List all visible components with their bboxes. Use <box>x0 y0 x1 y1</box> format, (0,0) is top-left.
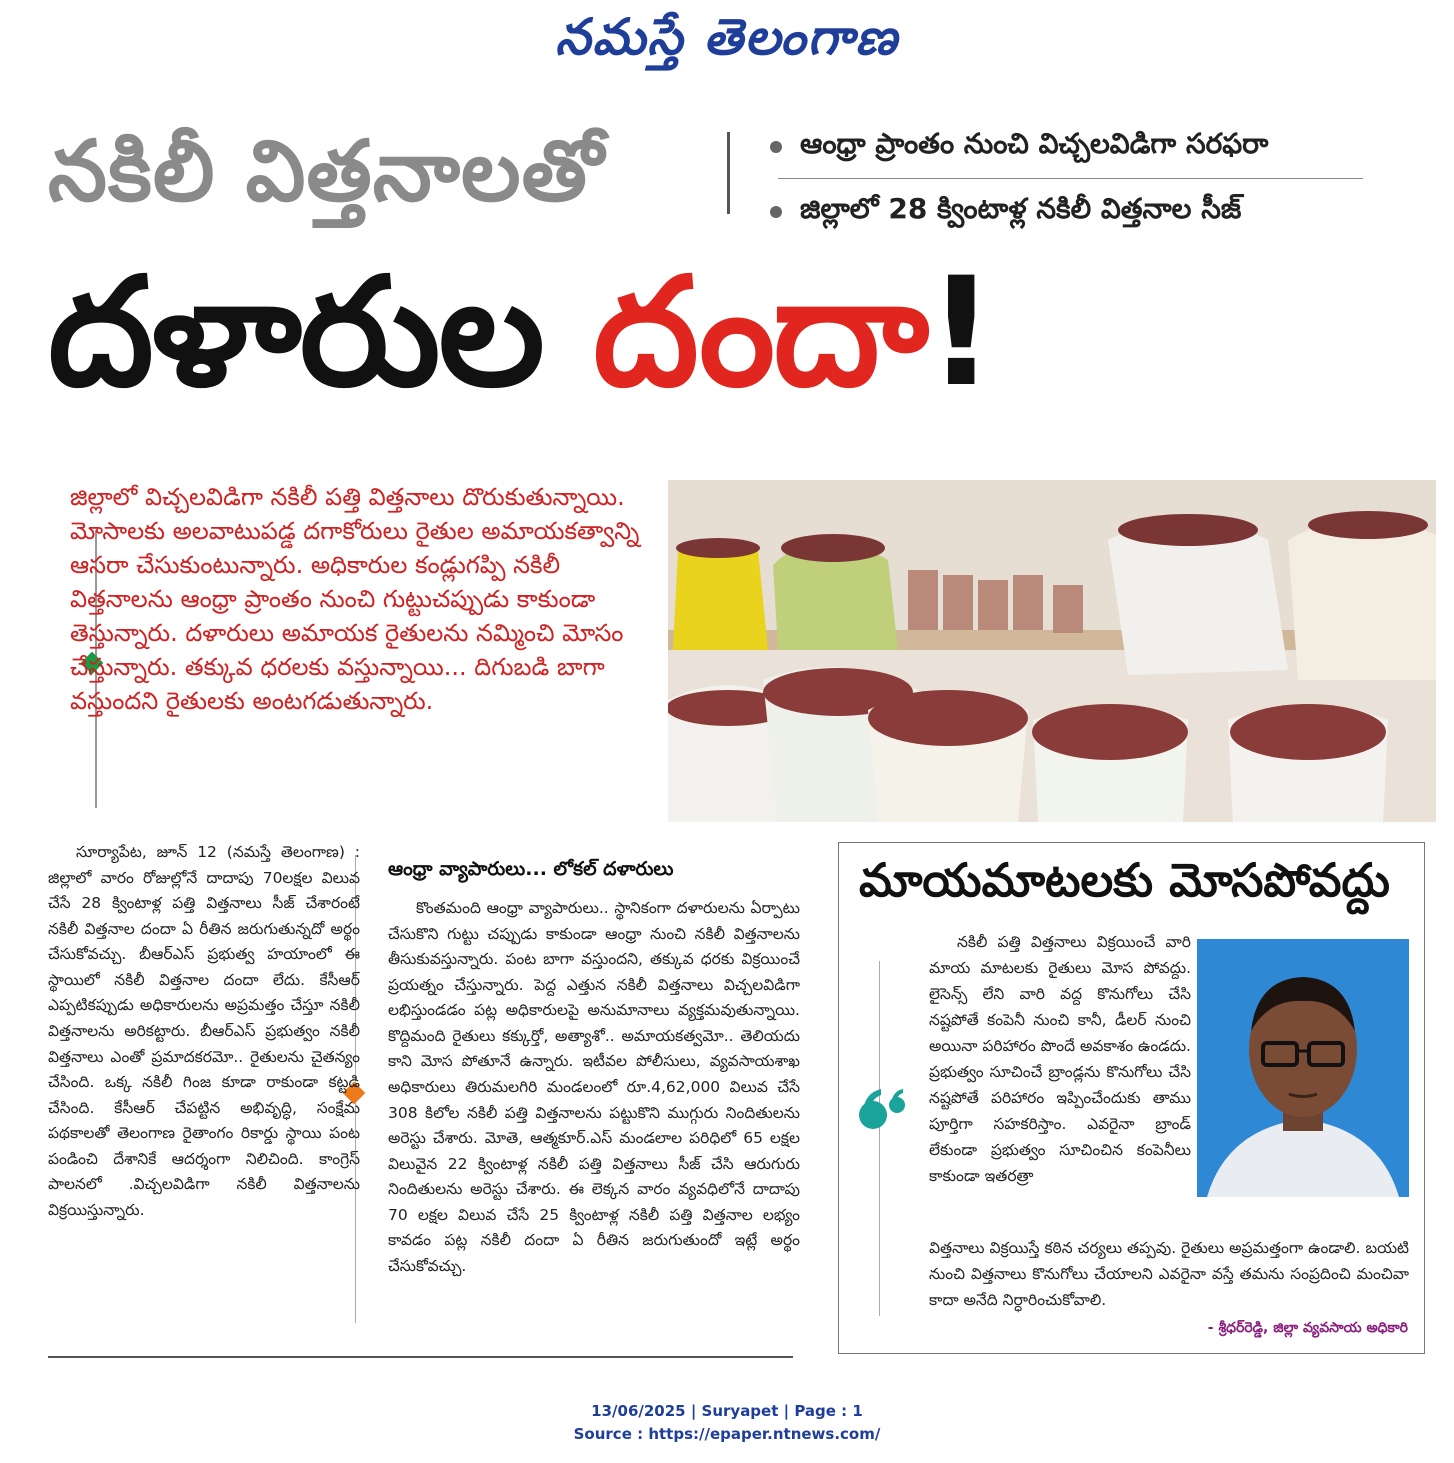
page-footer <box>0 1400 1454 1445</box>
bullet-text: ఆంధ్రా ప్రాంతం నుంచి విచ్చలవిడిగా సరఫరా <box>800 127 1269 160</box>
column2-text: కొంతమంది ఆంధ్రా వ్యాపారులు.. స్థానికంగా దళారులను ఏర్పాటు చేసుకొని గుట్టు చప్పుడు కాకుండా ఆంధ్రా నుంచి నకిలీ విత్తనాలను తీసుకువస్తున్నారు. పంట బాగా వస్తుందని, తక్కువ ధరకు విక్రయించే ప్రయత్నం చేస్తున్నారు. పెద్ద ఎత్తున నకిలీ విత్తనాలు విచ్చలవిడిగా లభిస్తుండడం పట్ల అధికారులపై అనుమానాలు వ్యక్తమవుతున్నాయి. కొద్దిమంది రైతులు కక్కుర్తో, అత్యాశో.. అమాయకత్వమో.. తెలియదు కాని మోస పోతూనే ఉన్నారు. ఇటీవల పోలీసులు, వ్యవసాయశాఖ అధికారులు తిరుమలగిరి మండలంలో రూ.4,62,000 విలువ చేసే 308 కిలోల నకిలీ పత్తి విత్తనాలను పట్టుకొని ముగ్గురు నిందితులను అరెస్టు చేశారు. మోతె, ఆత్మకూర్.ఎస్ మండలాల పరిధిలో 65 లక్షల విలువైన 22 క్వింటాళ్ల నకిలీ పత్తి విత్తనాలు సీజ్ చేసి ఆరుగురు నిందితులను అరెస్టు చేశారు. ఈ లెక్కన వారం వ్యవధిలోనే దాదాపు 70 లక్షల విలువ చేసే 25 క్వింటాళ్ల నకిలీ పత్తి విత్తనాల లభ్యం కావడం పట్ల నకిలీ దందా ఏ రీతిన జరుగుతుందో ఇట్లే అర్థం చేసుకోవచ్చు. <box>388 899 800 1275</box>
column1-text: సూర్యాపేట, జూన్ 12 (నమస్తే తెలంగాణ) : జిల్లాలో వారం రోజుల్లోనే దాదాపు 70లక్షల విలువ చేసే 28 క్వింటాళ్ల పత్తి విత్తనాలు సీజ్ చేశారంటే నకిలీ విత్తనాల దందా ఏ రీతిన జరుగుతున్నదో అర్థం చేసుకోవచ్చు. బీఆర్ఎస్ ప్రభుత్వ హయాంలో ఈ స్థాయిలో నకిలీ విత్తనాల దందా లేదు. కేసీఆర్ ఎప్పటికప్పుడు అధికారులను అప్రమత్తం చేస్తూ నకిలీ విత్తనాలను అరికట్టారు. బీఆర్ఎస్ ప్రభుత్వం నకిలీ విత్తనాలు ఎంతో ప్రమాదకరమో.. రైతులను చైతన్యం చేసింది. ఒక్క నకిలీ గింజ కూడా రాకుండా కట్టడి చేసింది. కేసీఆర్ చేపట్టిన అభివృద్ధి, సంక్షేమ పథకాలతో తెలంగాణ రైతాంగం రికార్డు స్థాయి పంట పండించి దేశానికే ఆదర్శంగా నిలిచింది. కాంగ్రెస్ పాలనలో .విచ్చలవిడిగా నకిలీ విత్తనాలను విక్రయిస్తున్నారు. <box>48 843 360 1219</box>
bullet-dot-icon <box>770 206 782 218</box>
column2-subheading: ఆంధ్రా వ్యాపారులు... లోకల్ దళారులు <box>388 858 674 880</box>
seed-bags-illustration <box>668 480 1436 822</box>
seized-seeds-photo <box>668 480 1436 822</box>
headline-part1: దళారుల <box>48 246 543 420</box>
main-headline <box>48 246 994 420</box>
bullet-dot-icon <box>770 141 782 153</box>
headline-exclamation: ! <box>927 246 994 420</box>
intro-paragraph <box>70 480 655 719</box>
bullet-list <box>770 118 1370 241</box>
intro-text: జిల్లాలో విచ్చలవిడిగా నకిలీ పత్తి విత్తనాలు దొరుకుతున్నాయి. మోసాలకు అలవాటుపడ్డ దగాకోరులు రైతుల అమాయకత్వాన్ని ఆసరా చేసుకుంటున్నారు. అధికారుల కండ్లుగప్పి నకిలీ విత్తనాలను ఆంధ్రా ప్రాంతం నుంచి గుట్టుచప్పుడు కాకుండా తెస్తున్నారు. దళారులు అమాయక రైతులను నమ్మించి మోసం చేస్తున్నారు. తక్కువ ధరలకు వస్తున్నాయి... దిగుబడి బాగా వస్తుందని రైతులకు అంటగడుతున్నారు. <box>70 483 640 716</box>
sidebar-quote <box>929 929 1409 1189</box>
article-column-2 <box>388 860 800 1279</box>
bullet-text: జిల్లాలో 28 క్వింటాళ్ల నకిలీ విత్తనాల సీజ్ <box>800 192 1242 225</box>
masthead-logo: నమస్తే తెలంగాణ <box>555 8 899 66</box>
bullet-item <box>770 118 1370 176</box>
quote-mark-icon <box>853 1081 909 1137</box>
quote-sidebar <box>838 842 1425 1354</box>
footer-source: Source : https://epaper.ntnews.com/ <box>573 1424 881 1443</box>
sidebar-text-bottom: విత్తనాలు విక్రయిస్తే కఠిన చర్యలు తప్పవు. రైతులు అప్రమత్తంగా ఉండాలి. బయటి నుంచి విత్తనాలు కొనుగోలు చేయాలని ఎవరైనా వస్తే తమను సంప్రదించి మంచివా కాదా అనేది నిర్ధారించుకోవాలి. <box>929 1239 1409 1310</box>
bullet-separator <box>778 178 1363 179</box>
bottom-rule <box>48 1356 793 1358</box>
article-column-1 <box>48 840 360 1223</box>
kicker-headline: నకిలీ విత్తనాలతో <box>48 122 605 220</box>
footer-date-page: 13/06/2025 | Suryapet | Page : 1 <box>591 1402 863 1420</box>
kicker-divider <box>727 132 730 214</box>
headline-part2: దందా <box>593 246 927 420</box>
sidebar-title: మాయమాటలకు మోసపోవద్దు <box>859 853 1390 907</box>
bullet-item <box>770 183 1370 241</box>
sidebar-rule <box>879 961 880 1316</box>
quote-attribution: - శ్రీధర్‌రెడ్డి, జిల్లా వ్యవసాయ అధికారి <box>1207 1320 1408 1336</box>
sidebar-text-top: నకిలీ పత్తి విత్తనాలు విక్రయించే వారి మాయ మాటలకు రైతులు మోస పోవద్దు. లైసెన్స్ లేని వారి వద్ద కొనుగోలు చేసి నష్టపోతే కంపెనీ నుంచి కానీ, డీలర్ నుంచి అయినా పరిహారం పొందే అవకాశం ఉండదు. ప్రభుత్వం సూచించే బ్రాండ్లను కొనుగోలు చేసి నష్టపోతే పరిహారం ఇప్పించేందుకు తాము పూర్తిగా సహకరిస్తాం. ఎవరైనా బ్రాండ్ లేకుండా ప్రభుత్వం సూచించిన కంపెనీలు కాకుండా ఇతరత్రా <box>929 933 1191 1186</box>
